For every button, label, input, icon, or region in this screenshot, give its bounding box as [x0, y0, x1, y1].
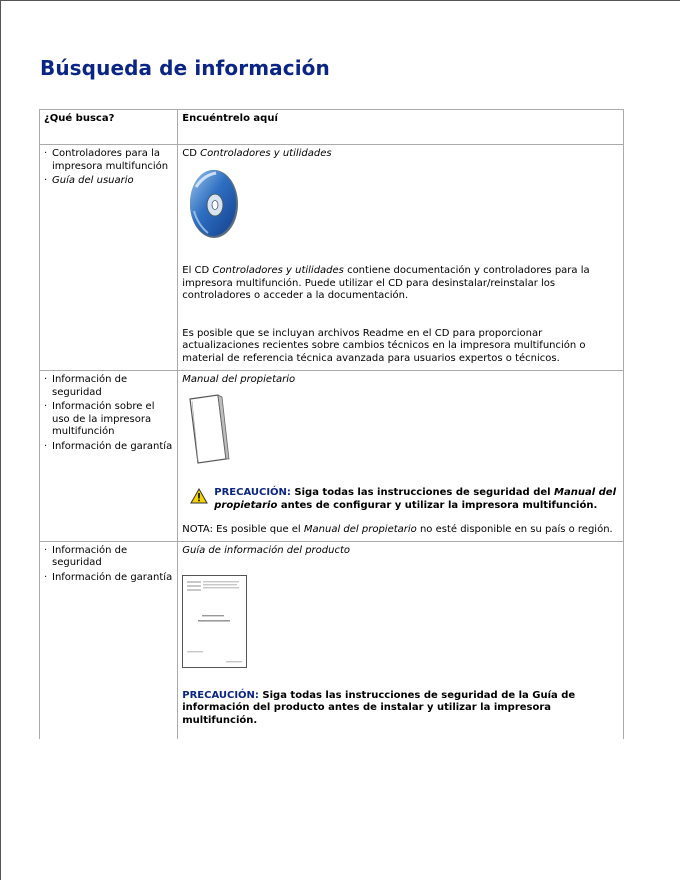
caution-pre: Siga todas las instrucciones de seguridad del: [290, 487, 555, 498]
note-post: no esté disponible en su país o región.: [416, 524, 613, 535]
readme-paragraph: Es posible que se incluyan archivos Readme en el CD para proporcionar actualizaciones recientes sobre cambios técnicos en la impresora multifunción o material de referencia técnica avanzada para usuarios expertos o técnicos.: [182, 327, 586, 364]
row-source-cell: [178, 541, 624, 739]
list-item-text: Controladores para la impresora multifunción: [52, 148, 169, 172]
list-item-text: Información de seguridad: [52, 544, 128, 568]
source-title-em: Controladores y utilidades: [200, 148, 332, 159]
caution-paragraph: [182, 690, 619, 728]
caution-box: [190, 487, 619, 512]
note-paragraph: [182, 524, 619, 537]
list-item: [44, 175, 173, 188]
header-find-it-here: Encuéntrelo aquí: [178, 110, 624, 145]
source-title: [182, 148, 619, 161]
list-item-text: Guía del usuario: [52, 175, 134, 186]
list-item: [44, 401, 173, 439]
header-what-you-seek: ¿Qué busca?: [40, 110, 178, 145]
page-title: Búsqueda de información: [40, 56, 330, 80]
list-item-text: Información de seguridad: [52, 374, 128, 398]
topics-list: [44, 148, 173, 188]
source-prefix: CD: [182, 148, 201, 159]
caution-text: [214, 487, 619, 512]
row-topics-cell: [40, 541, 178, 739]
source-title: [182, 374, 619, 387]
table-row: [40, 541, 624, 739]
source-title-em: Manual del propietario: [182, 374, 296, 385]
bullet: ·: [44, 374, 48, 385]
row-source-cell: [178, 371, 624, 542]
row-topics-cell: [40, 145, 178, 371]
table-row: [40, 145, 624, 371]
cd-description-post: contiene documentación y controladores para la impresora multifunción. Puede utilizar el CD para desinstalar/reinstalar los controladores o acceder a la documentación.: [182, 265, 590, 301]
product-guide-document-icon: [182, 575, 619, 674]
table-row: [40, 371, 624, 542]
warning-triangle-icon: [190, 488, 208, 504]
caution-em: Manual del propietario: [214, 487, 617, 511]
list-item: [44, 572, 173, 585]
note-em: Manual del propietario: [303, 524, 417, 535]
caution-label: PRECAUCIÓN:: [182, 689, 259, 701]
note-pre: NOTA: Es posible que el: [182, 524, 304, 535]
source-title-em: Guía de información del producto: [182, 544, 351, 556]
cd-description-pre: El CD: [182, 265, 213, 276]
list-item: [44, 148, 173, 173]
cd-disc-icon: [186, 167, 619, 246]
row-source-cell: [178, 145, 624, 371]
list-item-text: Información de garantía: [52, 571, 173, 583]
caution-post: antes de configurar y utilizar la impresora multifunción.: [277, 499, 598, 511]
bullet: ·: [44, 544, 48, 556]
cd-description-em: Controladores y utilidades: [212, 265, 344, 276]
bullet: ·: [44, 401, 48, 412]
table-header-row: [40, 110, 624, 145]
list-item-text: Información de garantía: [52, 440, 173, 452]
list-item: [44, 441, 173, 454]
source-title: [182, 545, 619, 558]
bullet: ·: [44, 175, 48, 186]
row-topics-cell: [40, 371, 178, 542]
list-item-text: Información sobre el uso de la impresora multifunción: [52, 401, 155, 437]
caution-text: Siga todas las instrucciones de seguridad de la Guía de información del producto antes de instalar y utilizar la impresora multifunción.: [182, 689, 576, 726]
list-item: [44, 374, 173, 399]
topics-list: [44, 374, 173, 453]
bullet: ·: [44, 440, 48, 452]
cd-description: [182, 265, 619, 303]
caution-label: PRECAUCIÓN:: [214, 487, 291, 498]
list-item: [44, 545, 173, 570]
manual-booklet-icon: [186, 393, 619, 470]
topics-list: [44, 545, 173, 585]
bullet: ·: [44, 571, 48, 583]
info-table: [39, 109, 624, 739]
bullet: ·: [44, 148, 48, 159]
